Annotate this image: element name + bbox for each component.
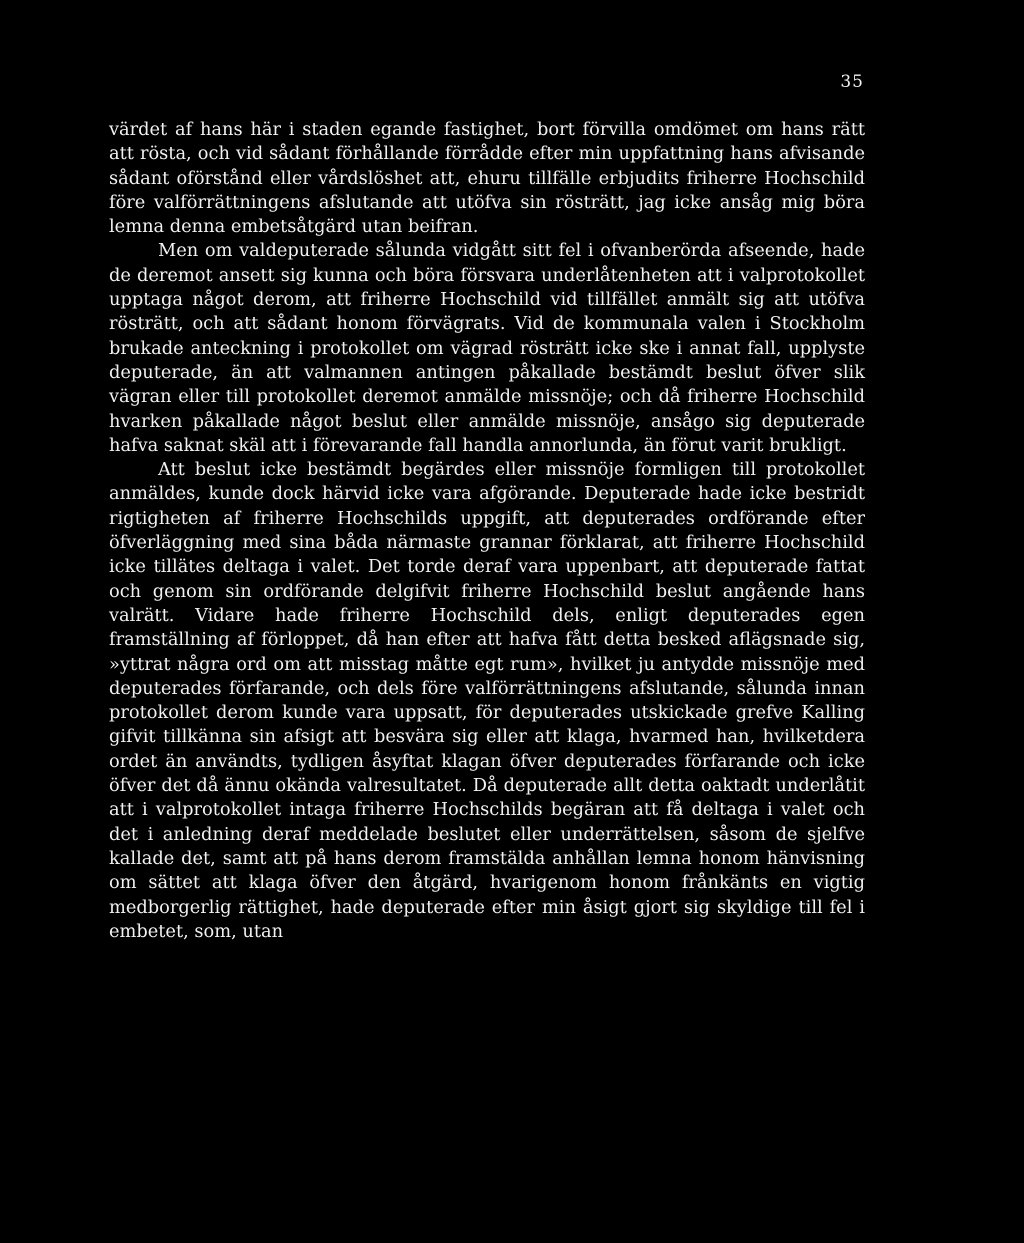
- body-text: [109, 118, 865, 944]
- paragraph-1: värdet af hans här i staden egande fastighet, bort förvilla omdömet om hans rätt att rösta, och vid sådant förhållande förrådde efter min uppfattning hans afvisande sådant oförstånd eller vårdslöshet att, ehuru tillfälle erbjudits friherre Hochschild före valförrättningens afslutande att utöfva sin rösträtt, jag icke ansåg mig böra lemna denna embetsåtgärd utan beifran.: [109, 119, 865, 238]
- paragraph-2: Men om valdeputerade sålunda vidgått sitt fel i ofvanberörda afseende, hade de deremot ansett sig kunna och böra försvara underlåtenheten att i valprotokollet upptaga något derom, att friherre Hochschild vid tillfället anmält sig att utöfva rösträtt, och att sådant honom förvägrats. Vid de kommunala valen i Stockholm brukade anteckning i protokollet om vägrad rösträtt icke ske i annat fall, upplyste deputerade, än att valmannen antingen påkallade bestämdt beslut öfver slik vägran eller till protokollet deremot anmälde missnöje; och då friherre Hochschild hvarken påkallade något beslut eller anmälde missnöje, ansågo sig deputerade hafva saknat skäl att i förevarande fall handla annorlunda, än förut varit brukligt.: [109, 240, 865, 456]
- paragraph-3: Att beslut icke bestämdt begärdes eller missnöje formligen till protokollet anmäldes, kunde dock härvid icke vara afgörande. Deputerade hade icke bestridt rigtigheten af friherre Hochschilds uppgift, att deputerades ordförande efter öfverläggning med sina båda närmaste grannar förklarat, att friherre Hochschild icke tillätes deltaga i valet. Det torde deraf vara uppenbart, att deputerade fattat och genom sin ordförande delgifvit friherre Hochschild beslut angående hans valrätt. Vidare hade friherre Hochschild dels, enligt deputerades egen framställning af förloppet, då han efter att hafva fått detta besked aflägsnade sig, »yttrat några ord om att misstag måtte egt rum», hvilket ju antydde missnöje med deputerades förfarande, och dels före valförrättningens afslutande, sålunda innan protokollet derom kunde vara uppsatt, för deputerades utskickade grefve Kalling gifvit tillkänna sin afsigt att besvära sig eller att klaga, hvarmed han, hvilketdera ordet än användts, tydligen åsyftat klagan öfver deputerades förfarande och icke öfver det då ännu okända valresultatet. Då deputerade allt detta oaktadt underlåtit att i valprotokollet intaga friherre Hochschilds begäran att få deltaga i valet och det i anledning deraf meddelade beslutet eller underrättelsen, såsom de sjelfve kallade det, samt att på hans derom framstälda anhållan lemna honom hänvisning om sättet att klaga öfver den åtgärd, hvarigenom honom frånkänts en vigtig medborgerlig rättighet, hade deputerade efter min åsigt gjort sig skyldige till fel i embetet, som, utan: [109, 459, 865, 942]
- page-number: 35: [840, 72, 864, 92]
